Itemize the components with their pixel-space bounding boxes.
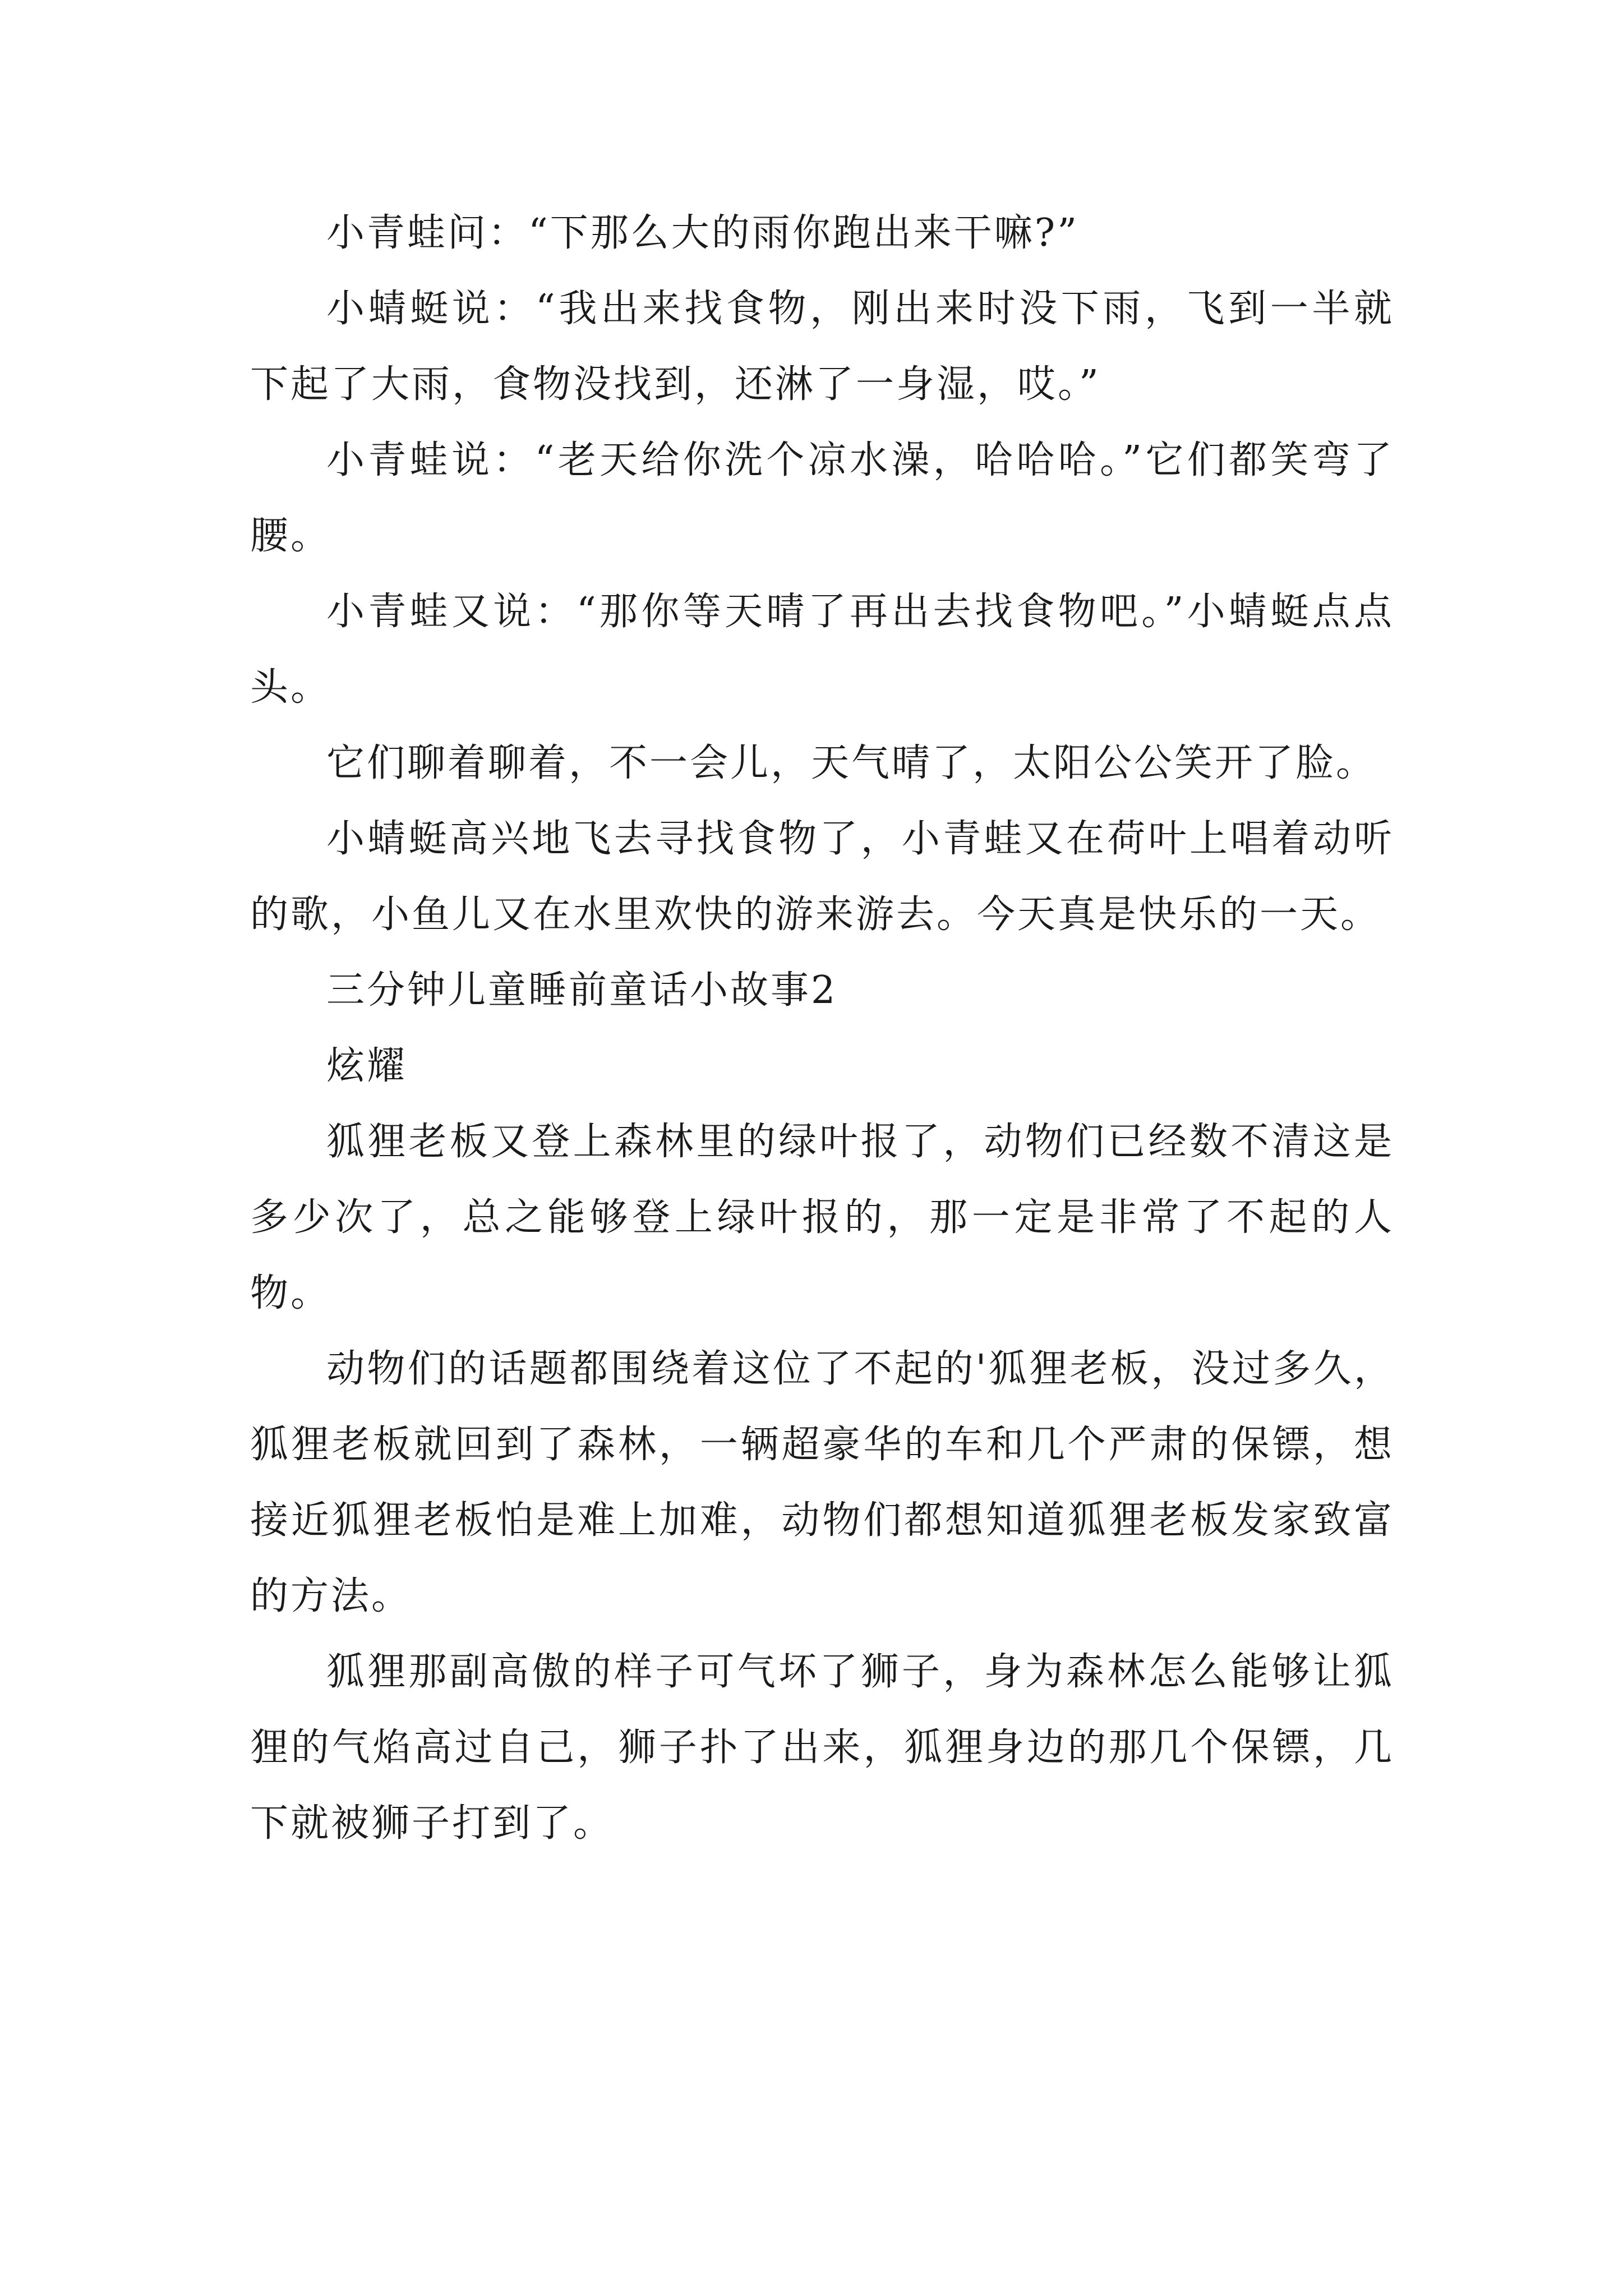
paragraph-4: 小青蛙又说：“那你等天晴了再出去找食物吧。”小蜻蜓点点头。 (250, 590, 1394, 710)
paragraph-7: 狐狸老板又登上森林里的绿叶报了，动物们已经数不清这是多少次了，总之能够登上绿叶报的，那一定是非常了不起的人物。 (250, 1120, 1394, 1315)
paragraph-1: 小青蛙问：“下那么大的雨你跑出来干嘛?” (326, 211, 1079, 255)
story-title: 炫耀 (326, 1044, 408, 1088)
paragraph-2: 小蜻蜓说：“我出来找食物，刚出来时没下雨，飞到一半就下起了大雨，食物没找到，还淋了一身湿，哎。” (250, 287, 1394, 407)
paragraph-8: 动物们的话题都围绕着这位了不起的'狐狸老板，没过多久，狐狸老板就回到了森林，一辆超豪华的车和几个严肃的保镖，想接近狐狸老板怕是难上加难，动物们都想知道狐狸老板发家致富的方法。 (250, 1347, 1394, 1618)
paragraph-5: 它们聊着聊着，不一会儿，天气晴了，太阳公公笑开了脸。 (326, 741, 1377, 785)
document-body (250, 195, 1394, 1861)
paragraph-9: 狐狸那副高傲的样子可气坏了狮子，身为森林怎么能够让狐狸的气焰高过自己，狮子扑了出来，狐狸身边的那几个保镖，几下就被狮子打到了。 (250, 1650, 1394, 1846)
story-heading: 三分钟儿童睡前童话小故事2 (326, 968, 838, 1013)
paragraph-3: 小青蛙说：“老天给你洗个凉水澡，哈哈哈。”它们都笑弯了腰。 (250, 438, 1394, 558)
paragraph-6: 小蜻蜓高兴地飞去寻找食物了，小青蛙又在荷叶上唱着动听的歌，小鱼儿又在水里欢快的游来游去。今天真是快乐的一天。 (250, 817, 1394, 937)
